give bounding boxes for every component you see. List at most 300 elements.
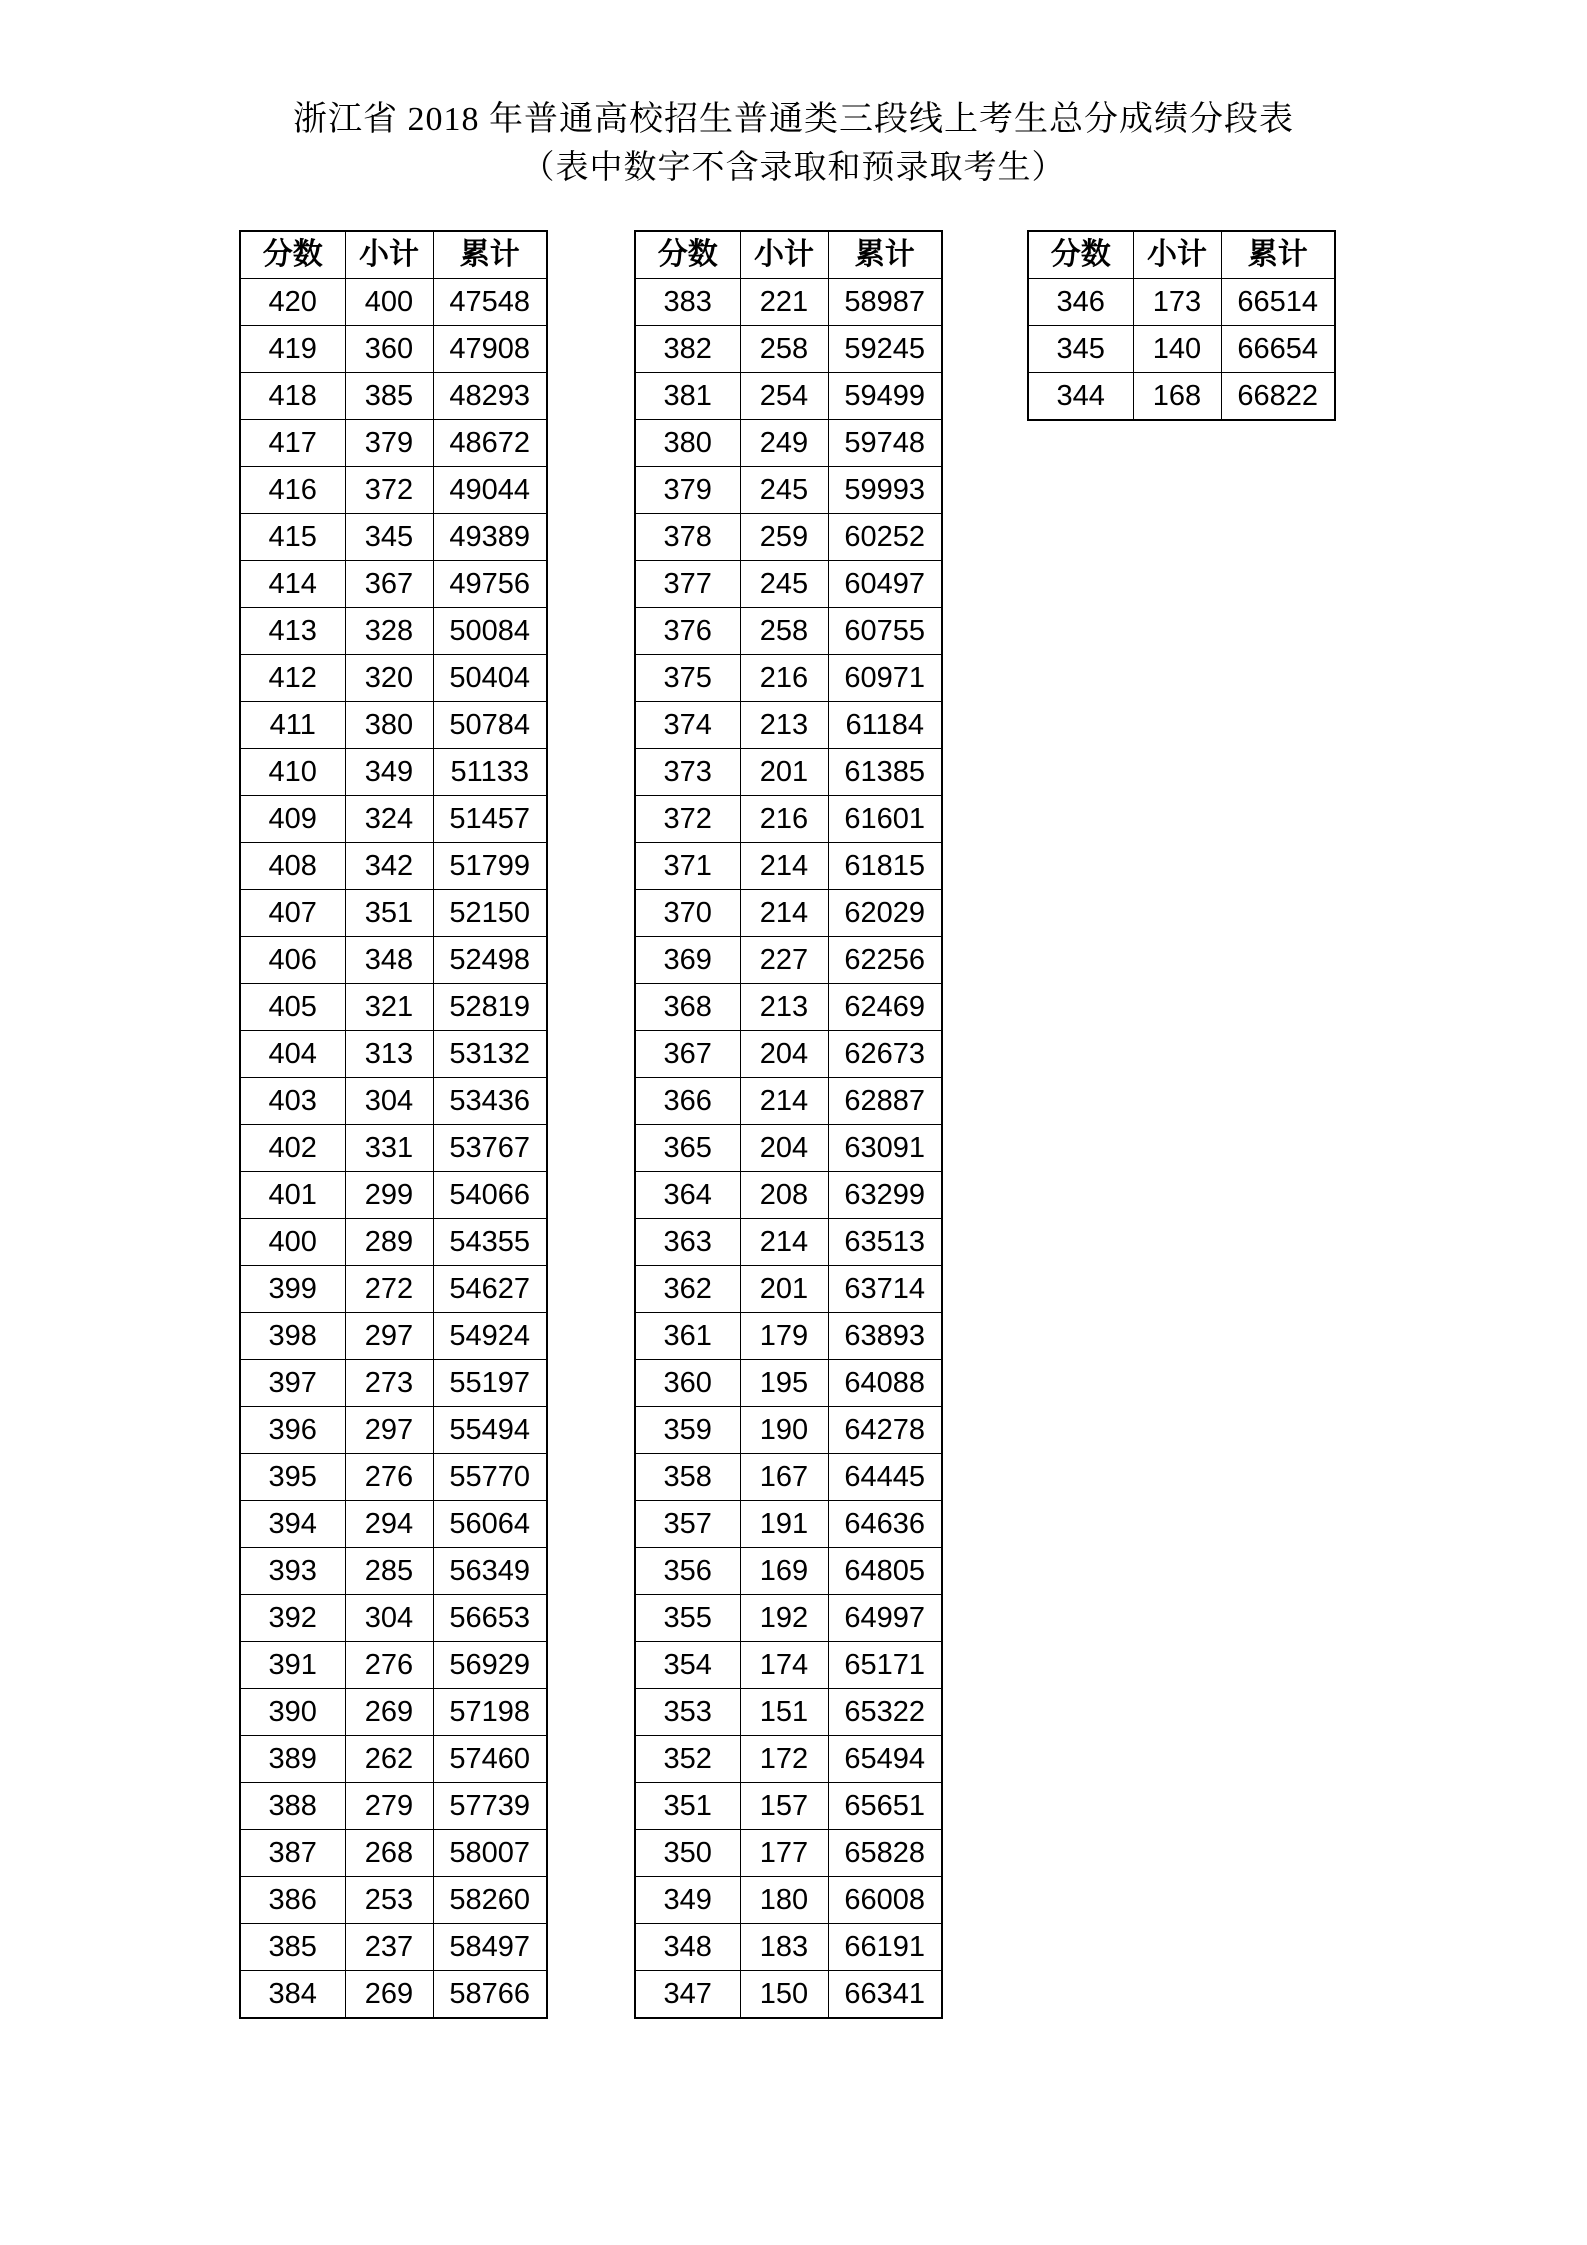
subtotal-cell: 180 bbox=[740, 1877, 828, 1924]
table-row bbox=[240, 1172, 547, 1219]
column-header-score: 分数 bbox=[240, 231, 345, 279]
table-row bbox=[240, 1031, 547, 1078]
cumulative-cell: 54924 bbox=[433, 1313, 547, 1360]
cumulative-cell: 51133 bbox=[433, 749, 547, 796]
subtotal-cell: 191 bbox=[740, 1501, 828, 1548]
subtotal-cell: 273 bbox=[345, 1360, 433, 1407]
cumulative-cell: 61601 bbox=[828, 796, 942, 843]
score-cell: 365 bbox=[635, 1125, 740, 1172]
subtotal-cell: 328 bbox=[345, 608, 433, 655]
score-cell: 367 bbox=[635, 1031, 740, 1078]
subtotal-cell: 345 bbox=[345, 514, 433, 561]
cumulative-cell: 56064 bbox=[433, 1501, 547, 1548]
score-cell: 362 bbox=[635, 1266, 740, 1313]
table-row bbox=[635, 373, 942, 420]
score-cell: 381 bbox=[635, 373, 740, 420]
score-cell: 368 bbox=[635, 984, 740, 1031]
cumulative-cell: 64636 bbox=[828, 1501, 942, 1548]
table-row bbox=[240, 1360, 547, 1407]
table-row bbox=[240, 1877, 547, 1924]
cumulative-cell: 66654 bbox=[1221, 326, 1335, 373]
cumulative-cell: 51799 bbox=[433, 843, 547, 890]
subtotal-cell: 174 bbox=[740, 1642, 828, 1689]
cumulative-cell: 66008 bbox=[828, 1877, 942, 1924]
table-row bbox=[240, 890, 547, 937]
table-row bbox=[1028, 373, 1335, 421]
cumulative-cell: 63299 bbox=[828, 1172, 942, 1219]
score-cell: 405 bbox=[240, 984, 345, 1031]
score-cell: 364 bbox=[635, 1172, 740, 1219]
cumulative-cell: 58007 bbox=[433, 1830, 547, 1877]
subtotal-cell: 192 bbox=[740, 1595, 828, 1642]
table-row bbox=[635, 1689, 942, 1736]
subtotal-cell: 294 bbox=[345, 1501, 433, 1548]
subtotal-cell: 297 bbox=[345, 1407, 433, 1454]
subtotal-cell: 201 bbox=[740, 1266, 828, 1313]
cumulative-cell: 63893 bbox=[828, 1313, 942, 1360]
table-row bbox=[635, 1783, 942, 1830]
cumulative-cell: 55770 bbox=[433, 1454, 547, 1501]
score-cell: 345 bbox=[1028, 326, 1133, 373]
score-cell: 377 bbox=[635, 561, 740, 608]
cumulative-cell: 65828 bbox=[828, 1830, 942, 1877]
cumulative-cell: 54627 bbox=[433, 1266, 547, 1313]
score-cell: 383 bbox=[635, 279, 740, 326]
score-cell: 395 bbox=[240, 1454, 345, 1501]
score-cell: 366 bbox=[635, 1078, 740, 1125]
table-row bbox=[240, 702, 547, 749]
cumulative-cell: 62469 bbox=[828, 984, 942, 1031]
cumulative-cell: 58260 bbox=[433, 1877, 547, 1924]
score-cell: 419 bbox=[240, 326, 345, 373]
table-row bbox=[240, 1830, 547, 1877]
cumulative-cell: 52150 bbox=[433, 890, 547, 937]
subtotal-cell: 351 bbox=[345, 890, 433, 937]
subtotal-cell: 204 bbox=[740, 1125, 828, 1172]
cumulative-cell: 63714 bbox=[828, 1266, 942, 1313]
cumulative-cell: 50084 bbox=[433, 608, 547, 655]
subtotal-cell: 313 bbox=[345, 1031, 433, 1078]
table-row bbox=[635, 1501, 942, 1548]
cumulative-cell: 63513 bbox=[828, 1219, 942, 1266]
page-title: 浙江省 2018 年普通高校招生普通类三段线上考生总分成绩分段表 bbox=[293, 101, 1294, 138]
table-row bbox=[635, 514, 942, 561]
table-row bbox=[635, 984, 942, 1031]
table-row bbox=[240, 1219, 547, 1266]
cumulative-cell: 64278 bbox=[828, 1407, 942, 1454]
table-row bbox=[240, 1501, 547, 1548]
subtotal-cell: 172 bbox=[740, 1736, 828, 1783]
table-row bbox=[635, 1266, 942, 1313]
score-cell: 417 bbox=[240, 420, 345, 467]
subtotal-cell: 385 bbox=[345, 373, 433, 420]
cumulative-cell: 65171 bbox=[828, 1642, 942, 1689]
subtotal-cell: 400 bbox=[345, 279, 433, 326]
cumulative-cell: 59993 bbox=[828, 467, 942, 514]
subtotal-cell: 204 bbox=[740, 1031, 828, 1078]
table-row bbox=[240, 1454, 547, 1501]
cumulative-cell: 49044 bbox=[433, 467, 547, 514]
subtotal-cell: 297 bbox=[345, 1313, 433, 1360]
table-row bbox=[240, 326, 547, 373]
table-row bbox=[635, 1031, 942, 1078]
cumulative-cell: 54066 bbox=[433, 1172, 547, 1219]
cumulative-cell: 61385 bbox=[828, 749, 942, 796]
subtotal-cell: 262 bbox=[345, 1736, 433, 1783]
score-cell: 358 bbox=[635, 1454, 740, 1501]
subtotal-cell: 195 bbox=[740, 1360, 828, 1407]
cumulative-cell: 64088 bbox=[828, 1360, 942, 1407]
table-row bbox=[635, 279, 942, 326]
subtotal-cell: 304 bbox=[345, 1595, 433, 1642]
score-cell: 384 bbox=[240, 1971, 345, 2019]
score-cell: 346 bbox=[1028, 279, 1133, 326]
cumulative-cell: 48672 bbox=[433, 420, 547, 467]
column-header-cumulative: 累计 bbox=[433, 231, 547, 279]
subtotal-cell: 245 bbox=[740, 561, 828, 608]
subtotal-cell: 320 bbox=[345, 655, 433, 702]
score-cell: 354 bbox=[635, 1642, 740, 1689]
cumulative-cell: 52498 bbox=[433, 937, 547, 984]
cumulative-cell: 52819 bbox=[433, 984, 547, 1031]
score-cell: 357 bbox=[635, 1501, 740, 1548]
table-row bbox=[635, 1548, 942, 1595]
score-cell: 420 bbox=[240, 279, 345, 326]
subtotal-cell: 349 bbox=[345, 749, 433, 796]
table-row bbox=[635, 1219, 942, 1266]
score-cell: 406 bbox=[240, 937, 345, 984]
score-cell: 392 bbox=[240, 1595, 345, 1642]
cumulative-cell: 49389 bbox=[433, 514, 547, 561]
score-cell: 363 bbox=[635, 1219, 740, 1266]
score-cell: 414 bbox=[240, 561, 345, 608]
score-cell: 393 bbox=[240, 1548, 345, 1595]
table-row bbox=[635, 1595, 942, 1642]
cumulative-cell: 55494 bbox=[433, 1407, 547, 1454]
score-cell: 372 bbox=[635, 796, 740, 843]
cumulative-cell: 47548 bbox=[433, 279, 547, 326]
score-cell: 351 bbox=[635, 1783, 740, 1830]
cumulative-cell: 59748 bbox=[828, 420, 942, 467]
score-cell: 409 bbox=[240, 796, 345, 843]
table-row bbox=[635, 608, 942, 655]
score-segment-table-1 bbox=[239, 230, 548, 2019]
subtotal-cell: 259 bbox=[740, 514, 828, 561]
table-row bbox=[635, 702, 942, 749]
score-cell: 374 bbox=[635, 702, 740, 749]
cumulative-cell: 62887 bbox=[828, 1078, 942, 1125]
cumulative-cell: 47908 bbox=[433, 326, 547, 373]
cumulative-cell: 50404 bbox=[433, 655, 547, 702]
subtotal-cell: 157 bbox=[740, 1783, 828, 1830]
score-cell: 386 bbox=[240, 1877, 345, 1924]
score-cell: 370 bbox=[635, 890, 740, 937]
table-row bbox=[240, 1971, 547, 2019]
cumulative-cell: 58766 bbox=[433, 1971, 547, 2019]
cumulative-cell: 49756 bbox=[433, 561, 547, 608]
subtotal-cell: 177 bbox=[740, 1830, 828, 1877]
score-cell: 375 bbox=[635, 655, 740, 702]
score-cell: 356 bbox=[635, 1548, 740, 1595]
table-row bbox=[240, 279, 547, 326]
subtotal-cell: 167 bbox=[740, 1454, 828, 1501]
subtotal-cell: 367 bbox=[345, 561, 433, 608]
subtotal-cell: 342 bbox=[345, 843, 433, 890]
table-row bbox=[240, 937, 547, 984]
subtotal-cell: 269 bbox=[345, 1971, 433, 2019]
score-cell: 394 bbox=[240, 1501, 345, 1548]
table-row bbox=[635, 796, 942, 843]
table-row bbox=[240, 561, 547, 608]
subtotal-cell: 299 bbox=[345, 1172, 433, 1219]
score-cell: 411 bbox=[240, 702, 345, 749]
subtotal-cell: 331 bbox=[345, 1125, 433, 1172]
cumulative-cell: 56349 bbox=[433, 1548, 547, 1595]
table-row bbox=[240, 1736, 547, 1783]
score-segment-table-2 bbox=[634, 230, 943, 2019]
subtotal-cell: 253 bbox=[345, 1877, 433, 1924]
score-cell: 412 bbox=[240, 655, 345, 702]
table-row bbox=[1028, 279, 1335, 326]
score-cell: 389 bbox=[240, 1736, 345, 1783]
table-row bbox=[240, 1078, 547, 1125]
cumulative-cell: 57460 bbox=[433, 1736, 547, 1783]
score-cell: 399 bbox=[240, 1266, 345, 1313]
cumulative-cell: 62673 bbox=[828, 1031, 942, 1078]
table-row bbox=[635, 467, 942, 514]
subtotal-cell: 276 bbox=[345, 1642, 433, 1689]
subtotal-cell: 214 bbox=[740, 1078, 828, 1125]
table-row bbox=[240, 1689, 547, 1736]
score-cell: 379 bbox=[635, 467, 740, 514]
score-segment-table-3 bbox=[1027, 230, 1336, 421]
subtotal-cell: 272 bbox=[345, 1266, 433, 1313]
subtotal-cell: 324 bbox=[345, 796, 433, 843]
column-header-subtotal: 小计 bbox=[345, 231, 433, 279]
cumulative-cell: 66341 bbox=[828, 1971, 942, 2019]
cumulative-cell: 56653 bbox=[433, 1595, 547, 1642]
score-cell: 415 bbox=[240, 514, 345, 561]
table-header-row bbox=[635, 231, 942, 279]
table-row bbox=[240, 843, 547, 890]
cumulative-cell: 48293 bbox=[433, 373, 547, 420]
table-row bbox=[635, 1454, 942, 1501]
cumulative-cell: 59245 bbox=[828, 326, 942, 373]
score-cell: 391 bbox=[240, 1642, 345, 1689]
score-cell: 369 bbox=[635, 937, 740, 984]
score-cell: 376 bbox=[635, 608, 740, 655]
subtotal-cell: 208 bbox=[740, 1172, 828, 1219]
subtotal-cell: 183 bbox=[740, 1924, 828, 1971]
table-row bbox=[240, 984, 547, 1031]
score-cell: 348 bbox=[635, 1924, 740, 1971]
cumulative-cell: 57198 bbox=[433, 1689, 547, 1736]
subtotal-cell: 321 bbox=[345, 984, 433, 1031]
subtotal-cell: 227 bbox=[740, 937, 828, 984]
subtotal-cell: 213 bbox=[740, 984, 828, 1031]
cumulative-cell: 60252 bbox=[828, 514, 942, 561]
table-row bbox=[240, 373, 547, 420]
table-row bbox=[240, 1125, 547, 1172]
subtotal-cell: 140 bbox=[1133, 326, 1221, 373]
subtotal-cell: 173 bbox=[1133, 279, 1221, 326]
subtotal-cell: 258 bbox=[740, 326, 828, 373]
table-row bbox=[240, 1924, 547, 1971]
table-row bbox=[635, 1360, 942, 1407]
table-row bbox=[635, 937, 942, 984]
score-cell: 396 bbox=[240, 1407, 345, 1454]
table-row bbox=[635, 655, 942, 702]
cumulative-cell: 62256 bbox=[828, 937, 942, 984]
table-row bbox=[635, 1736, 942, 1783]
cumulative-cell: 62029 bbox=[828, 890, 942, 937]
subtotal-cell: 213 bbox=[740, 702, 828, 749]
subtotal-cell: 168 bbox=[1133, 373, 1221, 421]
score-cell: 360 bbox=[635, 1360, 740, 1407]
subtotal-cell: 190 bbox=[740, 1407, 828, 1454]
score-cell: 359 bbox=[635, 1407, 740, 1454]
subtotal-cell: 304 bbox=[345, 1078, 433, 1125]
score-cell: 398 bbox=[240, 1313, 345, 1360]
table-row bbox=[240, 1313, 547, 1360]
score-cell: 350 bbox=[635, 1830, 740, 1877]
table-row bbox=[635, 1924, 942, 1971]
subtotal-cell: 169 bbox=[740, 1548, 828, 1595]
table-row bbox=[240, 796, 547, 843]
score-cell: 352 bbox=[635, 1736, 740, 1783]
subtotal-cell: 379 bbox=[345, 420, 433, 467]
score-cell: 385 bbox=[240, 1924, 345, 1971]
subtotal-cell: 360 bbox=[345, 326, 433, 373]
table-row bbox=[240, 420, 547, 467]
score-cell: 397 bbox=[240, 1360, 345, 1407]
column-header-cumulative: 累计 bbox=[828, 231, 942, 279]
cumulative-cell: 65651 bbox=[828, 1783, 942, 1830]
cumulative-cell: 51457 bbox=[433, 796, 547, 843]
cumulative-cell: 57739 bbox=[433, 1783, 547, 1830]
score-cell: 387 bbox=[240, 1830, 345, 1877]
subtotal-cell: 249 bbox=[740, 420, 828, 467]
table-row bbox=[635, 1125, 942, 1172]
table-row bbox=[635, 1830, 942, 1877]
table-row bbox=[635, 1078, 942, 1125]
subtotal-cell: 285 bbox=[345, 1548, 433, 1595]
subtotal-cell: 372 bbox=[345, 467, 433, 514]
table-row bbox=[240, 655, 547, 702]
cumulative-cell: 61815 bbox=[828, 843, 942, 890]
cumulative-cell: 64445 bbox=[828, 1454, 942, 1501]
subtotal-cell: 179 bbox=[740, 1313, 828, 1360]
subtotal-cell: 254 bbox=[740, 373, 828, 420]
table-row bbox=[240, 1642, 547, 1689]
subtotal-cell: 380 bbox=[345, 702, 433, 749]
table-row bbox=[635, 843, 942, 890]
table-row bbox=[635, 1971, 942, 2019]
subtotal-cell: 150 bbox=[740, 1971, 828, 2019]
table-row bbox=[635, 749, 942, 796]
subtotal-cell: 348 bbox=[345, 937, 433, 984]
score-cell: 408 bbox=[240, 843, 345, 890]
table-row bbox=[240, 1783, 547, 1830]
table-row bbox=[240, 1548, 547, 1595]
score-cell: 361 bbox=[635, 1313, 740, 1360]
column-header-subtotal: 小计 bbox=[740, 231, 828, 279]
table-row bbox=[635, 420, 942, 467]
score-cell: 382 bbox=[635, 326, 740, 373]
page-subtitle: （表中数字不含录取和预录取考生） bbox=[521, 150, 1066, 186]
table-row bbox=[240, 467, 547, 514]
score-cell: 407 bbox=[240, 890, 345, 937]
table-row bbox=[635, 326, 942, 373]
score-cell: 344 bbox=[1028, 373, 1133, 421]
cumulative-cell: 60497 bbox=[828, 561, 942, 608]
cumulative-cell: 65322 bbox=[828, 1689, 942, 1736]
subtotal-cell: 269 bbox=[345, 1689, 433, 1736]
subtotal-cell: 276 bbox=[345, 1454, 433, 1501]
subtotal-cell: 268 bbox=[345, 1830, 433, 1877]
cumulative-cell: 54355 bbox=[433, 1219, 547, 1266]
score-cell: 410 bbox=[240, 749, 345, 796]
subtotal-cell: 201 bbox=[740, 749, 828, 796]
cumulative-cell: 64805 bbox=[828, 1548, 942, 1595]
score-cell: 390 bbox=[240, 1689, 345, 1736]
subtotal-cell: 216 bbox=[740, 655, 828, 702]
score-cell: 355 bbox=[635, 1595, 740, 1642]
cumulative-cell: 60755 bbox=[828, 608, 942, 655]
cumulative-cell: 63091 bbox=[828, 1125, 942, 1172]
cumulative-cell: 59499 bbox=[828, 373, 942, 420]
cumulative-cell: 66191 bbox=[828, 1924, 942, 1971]
table-row bbox=[635, 890, 942, 937]
score-cell: 401 bbox=[240, 1172, 345, 1219]
score-cell: 349 bbox=[635, 1877, 740, 1924]
table-row bbox=[635, 1313, 942, 1360]
subtotal-cell: 258 bbox=[740, 608, 828, 655]
cumulative-cell: 53436 bbox=[433, 1078, 547, 1125]
subtotal-cell: 216 bbox=[740, 796, 828, 843]
column-header-score: 分数 bbox=[635, 231, 740, 279]
table-header-row bbox=[1028, 231, 1335, 279]
cumulative-cell: 58497 bbox=[433, 1924, 547, 1971]
subtotal-cell: 214 bbox=[740, 843, 828, 890]
column-header-subtotal: 小计 bbox=[1133, 231, 1221, 279]
table-row bbox=[240, 749, 547, 796]
table-row bbox=[635, 1407, 942, 1454]
table-row bbox=[240, 1407, 547, 1454]
cumulative-cell: 55197 bbox=[433, 1360, 547, 1407]
cumulative-cell: 53767 bbox=[433, 1125, 547, 1172]
cumulative-cell: 50784 bbox=[433, 702, 547, 749]
subtotal-cell: 245 bbox=[740, 467, 828, 514]
score-cell: 416 bbox=[240, 467, 345, 514]
cumulative-cell: 65494 bbox=[828, 1736, 942, 1783]
table-row bbox=[635, 561, 942, 608]
cumulative-cell: 58987 bbox=[828, 279, 942, 326]
subtotal-cell: 151 bbox=[740, 1689, 828, 1736]
score-cell: 400 bbox=[240, 1219, 345, 1266]
subtotal-cell: 214 bbox=[740, 1219, 828, 1266]
subtotal-cell: 237 bbox=[345, 1924, 433, 1971]
cumulative-cell: 60971 bbox=[828, 655, 942, 702]
subtotal-cell: 289 bbox=[345, 1219, 433, 1266]
table-row bbox=[635, 1172, 942, 1219]
cumulative-cell: 66514 bbox=[1221, 279, 1335, 326]
table-row bbox=[240, 1595, 547, 1642]
score-cell: 380 bbox=[635, 420, 740, 467]
column-header-score: 分数 bbox=[1028, 231, 1133, 279]
table-row bbox=[635, 1877, 942, 1924]
cumulative-cell: 66822 bbox=[1221, 373, 1335, 421]
